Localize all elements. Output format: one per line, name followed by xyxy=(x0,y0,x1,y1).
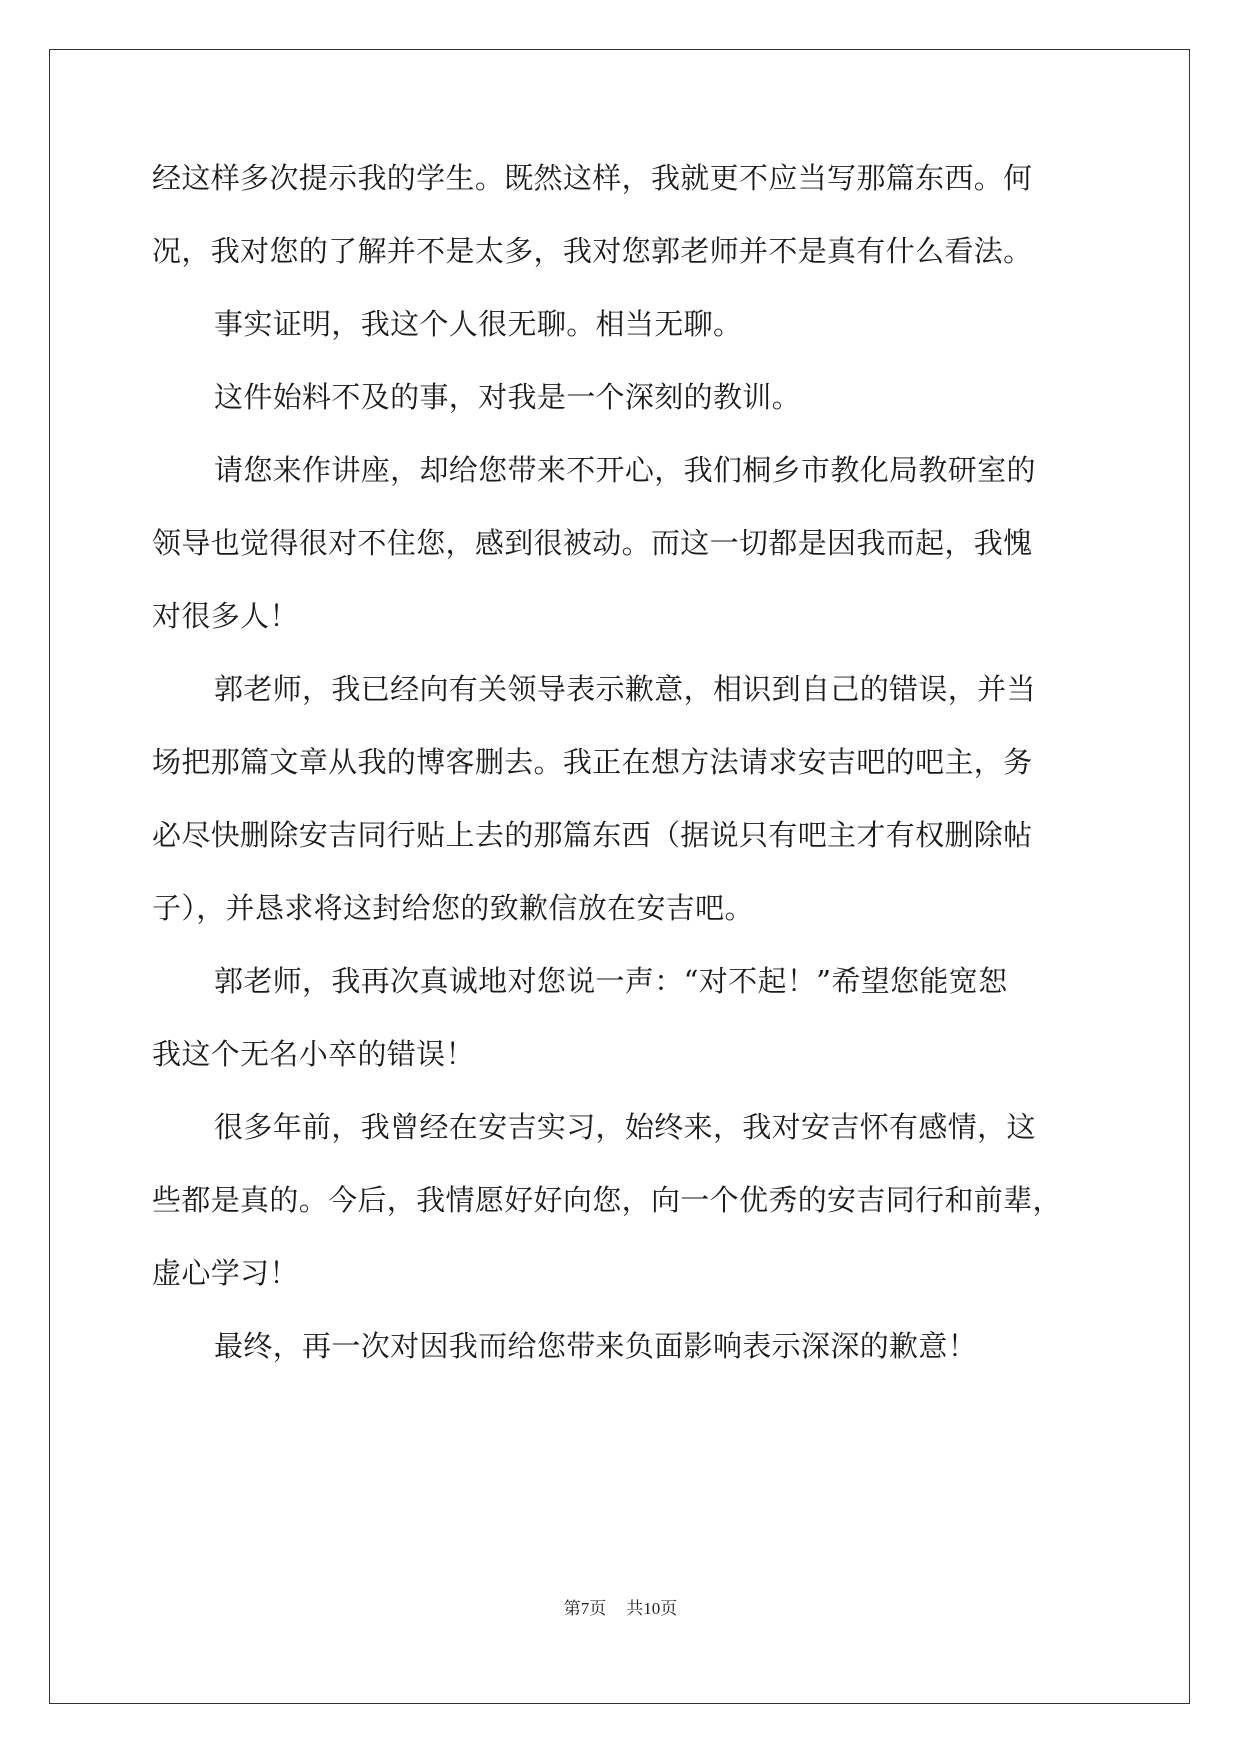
page-number: 第7页 xyxy=(563,1599,607,1618)
text-line: 事实证明，我这个人很无聊。相当无聊。 xyxy=(214,307,743,341)
text-line: 我这个无名小卒的错误！ xyxy=(152,1037,475,1071)
text-line: 必尽快删除安吉同行贴上去的那篇东西（据说只有吧主才有权删除帖 xyxy=(152,818,1033,852)
text-line: 郭老师，我再次真诚地对您说一声：“对不起！”希望您能宽恕 xyxy=(214,964,1008,998)
text-line: 况，我对您的了解并不是太多，我对您郭老师并不是真有什么看法。 xyxy=(152,234,1033,268)
page-border xyxy=(49,49,1190,1704)
page-total: 共10页 xyxy=(626,1599,678,1618)
text-line: 请您来作讲座，却给您带来不开心，我们桐乡市教化局教研室的 xyxy=(214,453,1036,487)
text-line: 很多年前，我曾经在安吉实习，始终来，我对安吉怀有感情，这 xyxy=(214,1110,1036,1144)
text-line: 这件始料不及的事，对我是一个深刻的教训。 xyxy=(214,380,802,414)
text-line: 虚心学习！ xyxy=(152,1256,299,1290)
page-footer xyxy=(0,1597,1241,1621)
text-line: 郭老师，我已经向有关领导表示歉意，相识到自己的错误，并当 xyxy=(214,672,1036,706)
text-line: 最终，再一次对因我而给您带来负面影响表示深深的歉意！ xyxy=(214,1329,978,1363)
text-line: 子），并恳求将这封给您的致歉信放在安吉吧。 xyxy=(152,891,754,925)
text-line: 对很多人！ xyxy=(152,599,299,633)
text-line: 场把那篇文章从我的博客删去。我正在想方法请求安吉吧的吧主，务 xyxy=(152,745,1033,779)
text-line: 些都是真的。今后，我情愿好好向您，向一个优秀的安吉同行和前辈， xyxy=(152,1183,1062,1217)
text-line: 领导也觉得很对不住您，感到很被动。而这一切都是因我而起，我愧 xyxy=(152,526,1033,560)
text-line: 经这样多次提示我的学生。既然这样，我就更不应当写那篇东西。何 xyxy=(152,161,1033,195)
